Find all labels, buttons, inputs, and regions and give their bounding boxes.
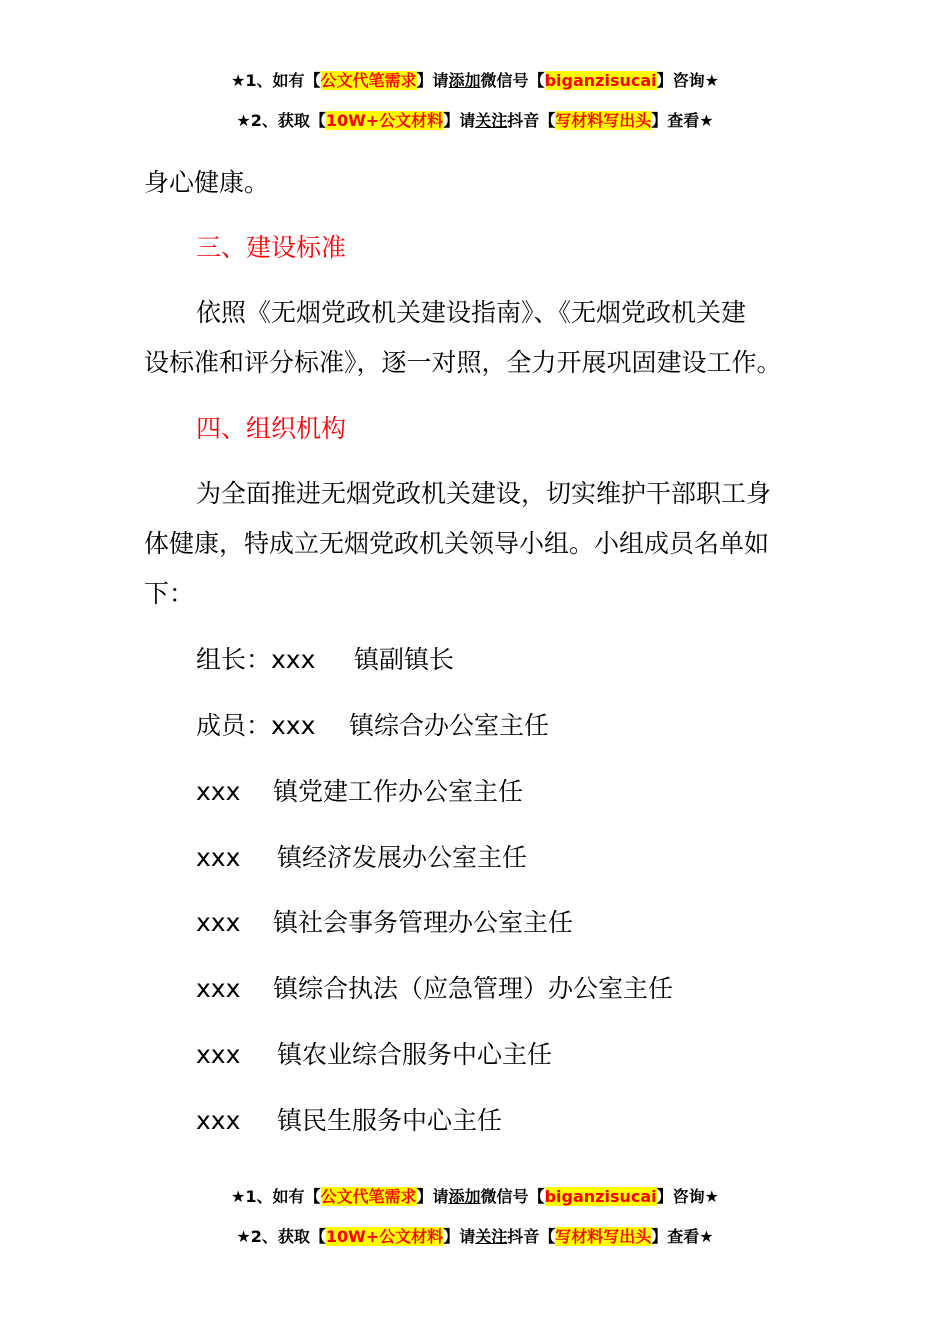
member-title: 镇社会事务管理办公室主任 [273, 908, 574, 937]
top-banner-1 [0, 70, 950, 92]
member-role: 成员：xxx [196, 711, 316, 740]
banner-highlight: biganzisucai [544, 71, 657, 90]
banner-text: 微信号【 [480, 71, 545, 90]
banner-text: 】请 [443, 111, 476, 130]
banner-underlined: 关注 [475, 111, 508, 130]
banner-underlined: 关注 [475, 1227, 508, 1246]
group-member-row [196, 973, 673, 1005]
group-member-row [196, 710, 549, 742]
banner-underlined: 添加 [448, 1187, 481, 1206]
section-3-paragraph-line-2: 设标准和评分标准》，逐一对照，全力开展巩固建设工作。 [144, 348, 782, 377]
member-name: xxx [196, 908, 241, 937]
banner-highlight: biganzisucai [544, 1187, 657, 1206]
section-3-paragraph-line-1: 依照《无烟党政机关建设指南》、《无烟党政机关建 [196, 298, 747, 327]
banner-text: 微信号【 [480, 1187, 545, 1206]
banner-highlight: 10W+公文材料 [325, 111, 444, 130]
member-title: 镇农业综合服务中心主任 [277, 1040, 553, 1069]
banner-text: 】查看★ [651, 1227, 714, 1246]
member-name: xxx [196, 974, 241, 1003]
bottom-banner-1 [0, 1186, 950, 1208]
group-member-row [196, 842, 527, 874]
banner-text: 】咨询★ [656, 71, 719, 90]
leader-role: 组长：xxx [196, 645, 316, 674]
banner-text: 】请 [443, 1227, 476, 1246]
banner-underlined: 添加 [448, 71, 481, 90]
top-banner-2 [0, 110, 950, 132]
member-name: xxx [196, 1040, 241, 1069]
group-leader-row [196, 644, 454, 676]
banner-highlight: 公文代笔需求 [320, 1187, 417, 1206]
member-name: xxx [196, 1106, 241, 1135]
member-title: 镇经济发展办公室主任 [277, 843, 528, 872]
member-name: xxx [196, 843, 241, 872]
banner-text: 】请 [416, 1187, 449, 1206]
banner-text: ★2、获取【 [236, 1227, 326, 1246]
banner-highlight: 公文代笔需求 [320, 71, 417, 90]
member-title: 镇民生服务中心主任 [277, 1106, 503, 1135]
group-member-row [196, 907, 573, 939]
member-title: 镇党建工作办公室主任 [273, 777, 524, 806]
banner-text: 】查看★ [651, 111, 714, 130]
banner-text: ★1、如有【 [231, 71, 321, 90]
section-3-heading: 三、建设标准 [196, 233, 347, 262]
banner-text: 】请 [416, 71, 449, 90]
banner-text: 】咨询★ [656, 1187, 719, 1206]
section-4-paragraph-line-3: 下： [144, 579, 195, 608]
banner-text: ★2、获取【 [236, 111, 326, 130]
section-4-paragraph-line-2: 体健康，特成立无烟党政机关领导小组。小组成员名单如 [144, 529, 770, 558]
banner-highlight: 10W+公文材料 [325, 1227, 444, 1246]
banner-highlight: 写材料写出头 [555, 1227, 652, 1246]
section-4-paragraph-line-1: 为全面推进无烟党政机关建设，切实维护干部职工身 [196, 479, 772, 508]
bottom-banner-2 [0, 1226, 950, 1248]
leader-title: 镇副镇长 [354, 645, 455, 674]
group-member-row [196, 1105, 502, 1137]
banner-highlight: 写材料写出头 [555, 111, 652, 130]
group-member-row [196, 776, 523, 808]
section-4-heading: 四、组织机构 [196, 414, 347, 443]
member-title: 镇综合办公室主任 [349, 711, 550, 740]
member-name: xxx [196, 777, 241, 806]
group-member-row [196, 1039, 552, 1071]
banner-text: 抖音【 [507, 1227, 556, 1246]
continuation-text: 身心健康。 [144, 168, 270, 197]
member-title: 镇综合执法（应急管理）办公室主任 [273, 974, 674, 1003]
banner-text: 抖音【 [507, 111, 556, 130]
banner-text: ★1、如有【 [231, 1187, 321, 1206]
